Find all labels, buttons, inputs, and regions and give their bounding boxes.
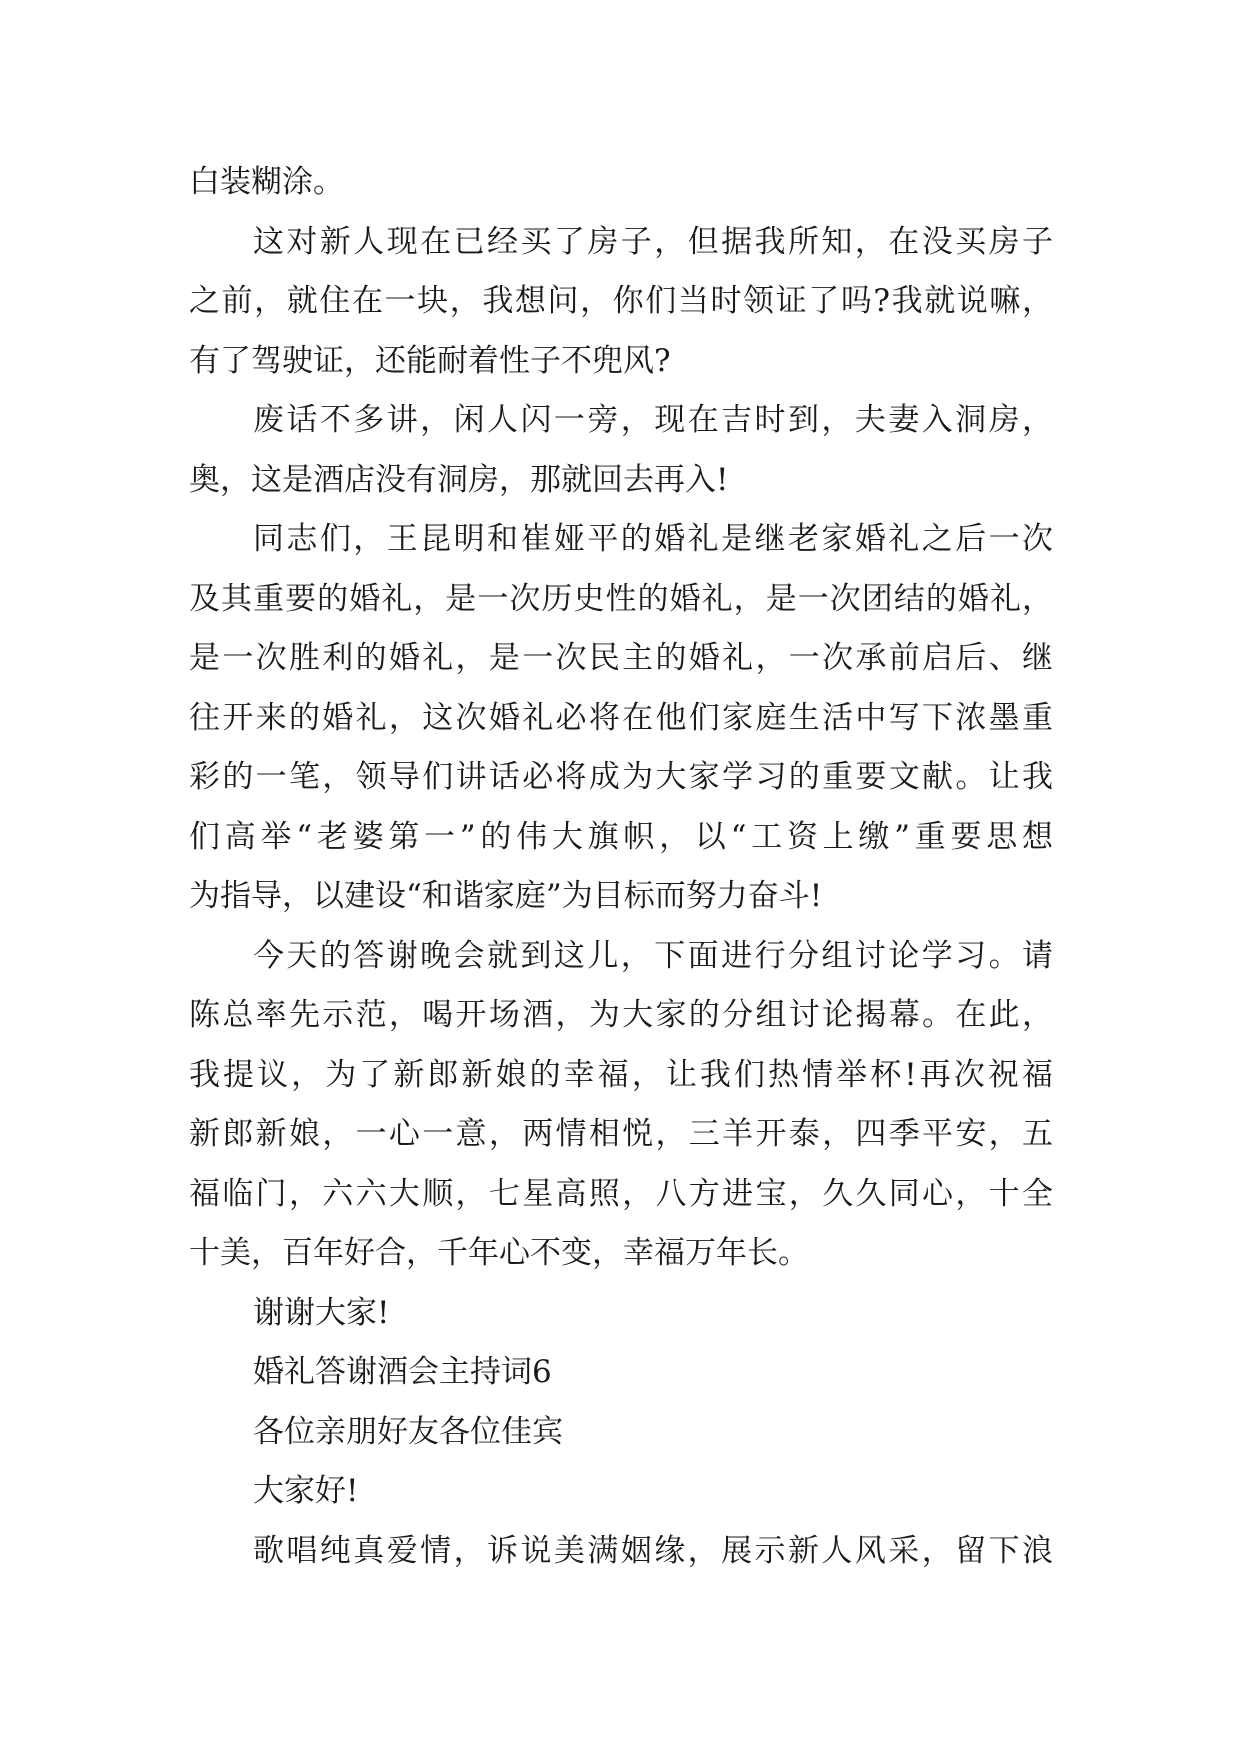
text-line: 是一次胜利的婚礼，是一次民主的婚礼，一次承前启后、继	[189, 640, 1053, 676]
text-line: 及其重要的婚礼，是一次历史性的婚礼，是一次团结的婚礼，	[189, 580, 1053, 617]
text-line: 十美，百年好合，千年心不变，幸福万年长。	[189, 1235, 809, 1271]
text-line: 新郎新娘，一心一意，两情相悦，三羊开泰，四季平安，五	[189, 1116, 1053, 1152]
text-line: 今天的答谢晚会就到这儿，下面进行分组讨论学习。请	[253, 937, 1053, 974]
text-line: 白装糊涂。	[189, 164, 344, 200]
text-line: 之前，就住在一块，我想问，你们当时领证了吗?我就说嘛，	[189, 283, 1053, 319]
text-line: 奥，这是酒店没有洞房，那就回去再入!	[189, 461, 729, 498]
text-line: 这对新人现在已经买了房子，但据我所知，在没买房子	[253, 223, 1053, 260]
text-line: 陈总率先示范，喝开场酒，为大家的分组讨论揭幕。在此，	[189, 997, 1053, 1033]
text-line: 谢谢大家!	[253, 1294, 390, 1331]
text-line: 往开来的婚礼，这次婚礼必将在他们家庭生活中写下浓墨重	[189, 699, 1053, 736]
text-line: 有了驾驶证，还能耐着性子不兜风?	[189, 342, 671, 379]
text-line: 福临门，六六大顺，七星高照，八方进宝，久久同心，十全	[189, 1175, 1053, 1212]
text-line: 们高举“老婆第一”的伟大旗帜，以“工资上缴”重要思想	[189, 818, 1053, 855]
document-page	[189, 153, 1053, 1581]
text-line: 大家好!	[253, 1473, 359, 1509]
text-line: 歌唱纯真爱情，诉说美满姻缘，展示新人风采，留下浪	[253, 1532, 1053, 1569]
text-line: 彩的一笔，领导们讲话必将成为大家学习的重要文献。让我	[189, 759, 1053, 795]
text-line: 废话不多讲，闲人闪一旁，现在吉时到，夫妻入洞房，	[253, 402, 1053, 438]
text-line: 我提议，为了新郎新娘的幸福，让我们热情举杯!再次祝福	[189, 1056, 1053, 1093]
text-line: 同志们，王昆明和崔娅平的婚礼是继老家婚礼之后一次	[253, 521, 1053, 557]
section-heading: 婚礼答谢酒会主持词6	[253, 1354, 552, 1390]
text-line: 各位亲朋好友各位佳宾	[253, 1413, 563, 1450]
text-line: 为指导，以建设“和谐家庭”为目标而努力奋斗!	[189, 878, 823, 914]
